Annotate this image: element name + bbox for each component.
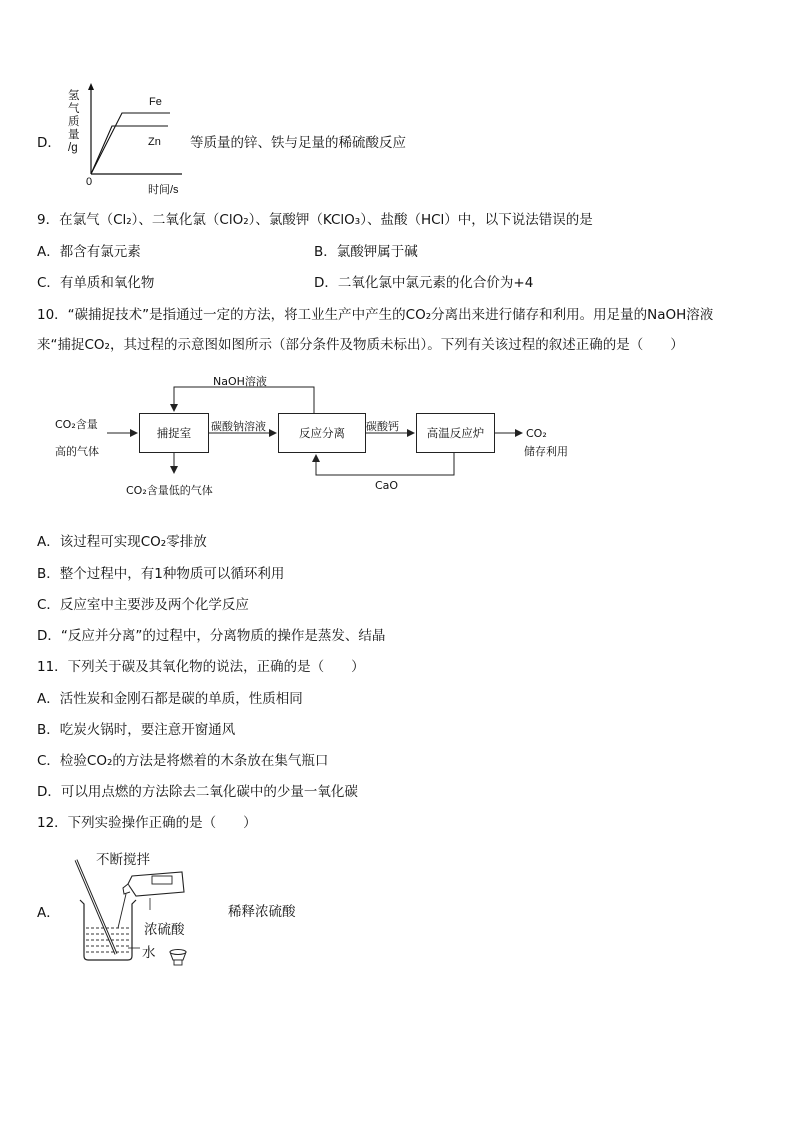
q9-stem: 9．在氯气（Cl₂）、二氧化氯（ClO₂）、氯酸钾（KClO₃）、盐酸（HCl）中，以下说法错误的是	[37, 212, 593, 228]
q9-option-c: C．有单质和氧化物	[37, 275, 155, 291]
output-label-2: 储存利用	[524, 445, 568, 458]
q9-option-a: A．都含有氯元素	[37, 244, 141, 260]
y-axis-arrow-icon	[88, 83, 94, 90]
dilution-caption: 稀释浓硫酸	[228, 904, 296, 920]
q9-option-b: B．氯酸钾属于碱	[314, 244, 418, 260]
q10-stem-line2: 来“捕捉CO₂，其过程的示意图如图所示（部分条件及物质未标出）。下列有关该过程的叙述正确的是（ ）	[37, 337, 684, 353]
q12-dilution-figure	[60, 848, 320, 973]
q10-option-c: C．反应室中主要涉及两个化学反应	[37, 597, 249, 613]
origin-label: 0	[86, 176, 93, 188]
input-gas-label-1: CO₂含量	[55, 418, 98, 431]
stopper-icon	[170, 950, 186, 966]
y-axis-label: 氢 气 质 量 /g	[68, 90, 80, 154]
input-gas-label-2: 高的气体	[55, 445, 99, 458]
q10-flow-diagram	[50, 365, 590, 505]
q10-stem-line1: 10．“碳捕捉技术”是指通过一定的方法，将工业生产中产生的CO₂分离出来进行储存和利用。用足量的NaOH溶液	[37, 307, 714, 323]
q11-option-c: C．检验CO₂的方法是将燃着的木条放在集气瓶口	[37, 753, 329, 769]
q10-option-d: D．“反应并分离”的过程中，分离物质的操作是蒸发、结晶	[37, 628, 386, 644]
box-reaction-separation: 反应分离	[278, 413, 366, 453]
water-label: 水	[142, 945, 156, 961]
q11-option-d: D．可以用点燃的方法除去二氧化碳中的少量一氧化碳	[37, 784, 358, 800]
x-axis-label: 时间/s	[148, 184, 179, 196]
q12-stem: 12．下列实验操作正确的是（ ）	[37, 815, 257, 831]
fe-series-label: Fe	[149, 96, 162, 108]
low-gas-label: CO₂含量低的气体	[126, 484, 213, 497]
zn-curve	[91, 126, 168, 174]
q10-option-a: A．该过程可实现CO₂零排放	[37, 534, 207, 550]
q11-option-a: A．活性炭和金刚石都是碳的单质，性质相同	[37, 691, 303, 707]
q8-graph	[62, 80, 182, 198]
caco3-label: 碳酸钙	[366, 420, 399, 433]
cao-recycle-arrow	[316, 453, 454, 475]
q11-option-b: B．吃炭火锅时，要注意开窗通风	[37, 722, 236, 738]
stir-label: 不断搅拌	[96, 852, 150, 868]
naoh-recycle-arrow	[174, 387, 314, 413]
naoh-recycle-label: NaOH溶液	[213, 375, 267, 388]
q11-stem: 11．下列关于碳及其氧化物的说法，正确的是（ ）	[37, 659, 365, 675]
box-high-temp-furnace: 高温反应炉	[416, 413, 495, 453]
output-label-1: CO₂	[526, 427, 547, 440]
zn-series-label: Zn	[148, 136, 161, 148]
acid-stream	[118, 894, 126, 928]
q8-option-d-text: 等质量的锌、铁与足量的稀硫酸反应	[190, 135, 406, 151]
reagent-bottle-icon	[123, 872, 184, 896]
box-capture-room: 捕捉室	[139, 413, 209, 453]
conc-acid-label: 浓硫酸	[144, 922, 185, 938]
q12-option-a-label: A．	[37, 905, 60, 921]
q8-option-d-label: D．	[37, 135, 61, 151]
na2co3-label: 碳酸钠溶液	[211, 420, 266, 433]
beaker-icon	[80, 900, 136, 960]
q10-option-b: B．整个过程中，有1种物质可以循环利用	[37, 566, 285, 582]
cao-recycle-label: CaO	[375, 479, 399, 492]
q9-option-d: D．二氧化氯中氯元素的化合价为+4	[314, 275, 534, 291]
